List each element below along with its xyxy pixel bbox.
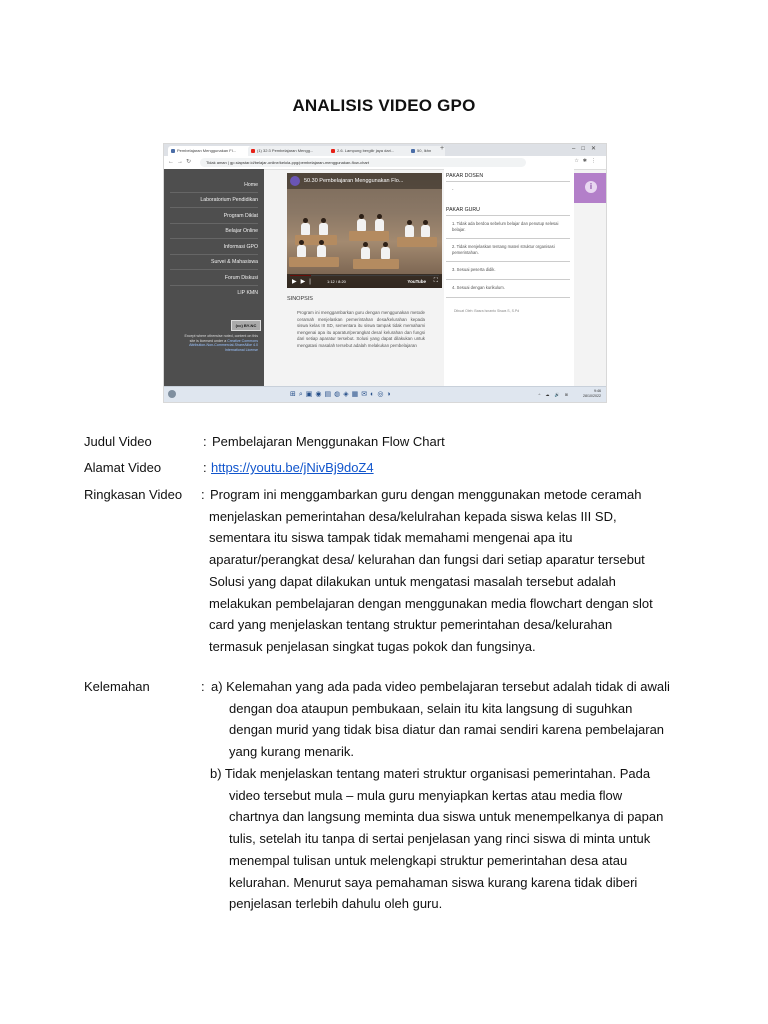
- pakar-footer: Dibuat Oleh: Basra Isnanto Siswa S, S.Pd: [454, 309, 520, 313]
- site-sidebar: [164, 169, 264, 386]
- license-text: Except where otherwise noted, content on this site is licensed under a Creative Commons Attribution-Non-Commercial-ShareAlike 4.0 International License: [184, 334, 258, 352]
- kelemahan-label: Kelemahan: [84, 679, 150, 694]
- classroom-scene: [287, 173, 442, 288]
- kelemahan-colon: :: [201, 679, 205, 694]
- taskbar-apps-icons[interactable]: ⊞⌕▣◉▤◍◈▦✉◐◎◑: [290, 391, 394, 398]
- weather-icon[interactable]: [168, 390, 176, 398]
- embedded-screenshot: [163, 143, 607, 403]
- info-panel: [574, 173, 606, 203]
- cc-license-badge: (cc) BY-NC: [231, 320, 261, 331]
- browser-toolbar-icons[interactable]: ☆✱⋮: [574, 158, 600, 164]
- taskbar-clock: 9:46 28/10/2022: [583, 389, 601, 398]
- video-time: 1:12 / 8:20: [327, 279, 346, 284]
- video-title[interactable]: 50.30 Pembelajaran Menggunakan Flo...: [304, 178, 404, 184]
- menu-item-survei[interactable]: Survei & Mahasiswa: [211, 259, 258, 265]
- pakar-guru-item: 3. Sesuai peserta didik.: [452, 267, 496, 272]
- judul-value: Pembelajaran Menggunakan Flow Chart: [212, 434, 445, 449]
- pakar-guru-item: 4. Sesuai dengan kurikulum.: [452, 285, 505, 290]
- browser-tab[interactable]: Pembelajaran Menggunakan Fl...: [168, 146, 253, 156]
- url-field[interactable]: Tidak aman | gp.siapstar.id/belajar-online/kelola-ppg/pembelajaran-menggunakan-flow-chart: [200, 158, 526, 167]
- channel-avatar[interactable]: [290, 176, 300, 186]
- window-controls-icon[interactable]: –□✕: [572, 146, 602, 152]
- kelemahan-point-b: b) Tidak menjelaskan tentang materi struktur organisasi pemerintahan. Pada video tersebut mula – mula guru menyiapkan kertas atau media flow chartnya dan langsung meminta dua siswa untuk menempelkanya di papan tulis, setelah itu tanpa di sertai penjelasan yang rinci siswa di minta untuk menempal tulisan untuk melengkapi struktur pemerintahan desa atau kelurahan. Menurut saya pemahaman siswa kurang karena tidak diberi penjelasan terlebih dahulu oleh guru.: [210, 766, 664, 912]
- pakar-guru-heading: PAKAR GURU: [446, 207, 480, 213]
- fullscreen-icon[interactable]: ⛶: [433, 278, 438, 284]
- document-title: ANALISIS VIDEO GPO: [292, 96, 476, 115]
- ringkasan-colon: :: [201, 487, 205, 502]
- video-url-link[interactable]: https://youtu.be/jNivBj9doZ4: [211, 460, 374, 475]
- license-link[interactable]: Creative Commons Attribution-Non-Commercial-ShareAlike 4.0 International License: [189, 338, 258, 352]
- menu-item-program-diklat[interactable]: Program Diklat: [223, 213, 258, 219]
- ringkasan-text: Program ini menggambarkan guru dengan menggunakan metode ceramah menjelaskan pemerintahan desa/kelulrahan kepada siswa kelas III SD, sementara itu siswa tampak tidak memahami mengenai apa itu aparatur/perangkat desa/ kelurahan dan fungsi dari setiap aparatur tersebut Solusi yang dapat dilakukan untuk mengatasi masalah tersebut adalah melakukan pembelajaran dengan menggunakan media flowchart dengan slot card yang menjelaskan tentang struktur pemerintahan desa/kelurahan termasuk penjelasan singkat tugas pokok dan fungsinya.: [209, 487, 653, 654]
- alamat-colon: :: [203, 460, 207, 475]
- system-tray[interactable]: ^ ☁ 🔊 ⊞: [538, 392, 570, 397]
- sinopsis-text: Program ini menggambarkan guru dengan menggunakan metode ceramah menjelaskan pemerintahan desa/kelurahan kepada siswa kelas III SD, sementara itu siswa tampak tidak memahami mengenai apa itu aparatur/perangkat desa/ kelurahan dan fungsi dari setiap aparatur tersebut. Solusi yang dapat dilakukan untuk mengatasi masalah tersebut adalah melakukan pembelajaran: [297, 310, 425, 348]
- menu-item-laboratorium[interactable]: Laboratorium Pendidikan: [200, 197, 258, 203]
- browser-tab[interactable]: (1) 32:3 Pembelajaran Mengg...: [248, 146, 333, 156]
- browser-tab[interactable]: 50, Ikhn: [408, 146, 445, 156]
- ringkasan-label: Ringkasan Video: [84, 487, 183, 502]
- taskbar: [164, 386, 606, 403]
- play-icon[interactable]: ▶▶|: [292, 279, 315, 285]
- nav-arrows-icon[interactable]: ←→↻: [168, 159, 195, 165]
- menu-item-forum-diskusi[interactable]: Forum Diskusi: [224, 275, 258, 281]
- alamat-label: Alamat Video: [84, 460, 162, 475]
- pakar-guru-item: 2. Tidak menjelaskan tentang materi struktur organisasi pemerintahan.: [452, 244, 555, 255]
- menu-item-home[interactable]: Home: [244, 182, 258, 188]
- sinopsis-heading: SINOPSIS: [287, 296, 313, 302]
- judul-colon: :: [203, 434, 207, 449]
- pakar-dosen-value: -: [452, 187, 454, 192]
- address-bar: [164, 156, 606, 170]
- menu-item-lip-kmn[interactable]: LIP KMN: [237, 290, 258, 296]
- pakar-guru-item: 1. Tidak ada berdoa sebelum belajar dan penutup selesai belajar.: [452, 221, 559, 232]
- youtube-logo[interactable]: YouTube: [407, 279, 426, 284]
- menu-item-informasi-gpo[interactable]: Informasi GPO: [223, 244, 258, 250]
- judul-label: Judul Video: [84, 434, 152, 449]
- video-player[interactable]: [287, 173, 442, 288]
- kelemahan-point-a: a) Kelemahan yang ada pada video pembelajaran tersebut adalah tidak di awali dengan doa ataupun pembukaan, selain itu kita langsung di suguhkan dengan murid yang tidak bisa diatur dan ramai sendiri karena pembelajaran yang kurang menarik.: [211, 679, 670, 760]
- pakar-panel: [444, 169, 574, 386]
- pakar-dosen-heading: PAKAR DOSEN: [446, 173, 484, 179]
- menu-item-belajar-online[interactable]: Belajar Online: [225, 228, 258, 234]
- new-tab-icon[interactable]: +: [440, 145, 445, 152]
- info-icon[interactable]: i: [585, 181, 597, 193]
- browser-tab[interactable]: 2.6. Lampung bergilir jaya dari...: [328, 146, 413, 156]
- browser-tab-bar: [164, 144, 606, 156]
